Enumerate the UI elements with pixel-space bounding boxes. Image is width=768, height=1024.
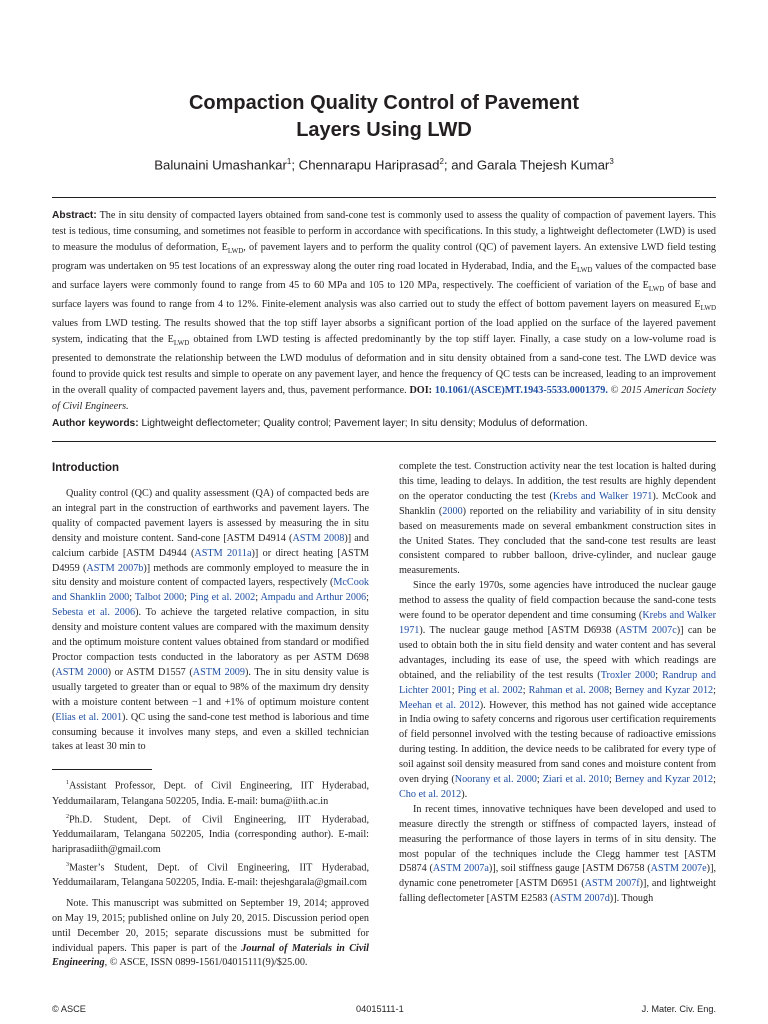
- citation-link[interactable]: ASTM 2007f: [584, 878, 640, 890]
- citation-link[interactable]: Krebs and Walker 1971: [399, 610, 717, 636]
- citation-link[interactable]: Ampadu and Arthur 2006: [260, 592, 367, 604]
- citation-link[interactable]: Troxler 2000: [600, 669, 656, 681]
- citation-link[interactable]: Berney and Kyzar 2012: [614, 774, 714, 786]
- citation-link[interactable]: ASTM 2007a: [432, 863, 489, 875]
- citation-link[interactable]: Rahman et al. 2008: [528, 684, 610, 696]
- paragraph-text: ;: [255, 592, 261, 604]
- citation-link[interactable]: ASTM 2008: [292, 532, 345, 544]
- paragraph-text: ;: [522, 684, 529, 696]
- citation-link[interactable]: 2000: [442, 505, 463, 517]
- doi-link[interactable]: 10.1061/(ASCE)MT.1943-5533.0001379.: [434, 385, 608, 397]
- submission-note: Note. This manuscript was submitted on September 19, 2014; approved on May 19, 2015; published online on July 20, 2015. Discussion period open until December 20, 2015; separate discussions must be submitted for individual papers. This paper is part of the Journal of Materials in Civil Engineering, © ASCE, ISSN 0899-1561/04015111(9)/$25.00.: [52, 897, 369, 969]
- footer-journal: J. Mater. Civ. Eng.: [641, 1004, 716, 1014]
- paragraph-text: )] or direct heating [ASTM D4959 (: [52, 547, 369, 574]
- intro-paragraph-1: [52, 487, 369, 755]
- section-heading-introduction: Introduction: [52, 462, 120, 474]
- citation-link[interactable]: Sebesta et al. 2006: [52, 607, 136, 619]
- author-3: Garala Thejesh Kumar: [476, 157, 610, 173]
- top-rule: [52, 197, 716, 198]
- keywords-rule: [52, 441, 716, 442]
- citation-link[interactable]: ASTM 2007c: [619, 624, 677, 636]
- paragraph-text: )], and lightweight falling deflectometer [ASTM E2583 (: [399, 878, 717, 905]
- citation-link[interactable]: Ping et al. 2002: [189, 592, 256, 604]
- paragraph-text: ;: [129, 592, 135, 604]
- citation-link[interactable]: Cho et al. 2012: [399, 788, 462, 800]
- title-line-1: Compaction Quality Control of Pavement: [188, 92, 580, 114]
- paragraph-text: ;: [655, 669, 663, 681]
- footnote-rule: [52, 769, 152, 770]
- paragraph-text: ;: [713, 684, 716, 696]
- paragraph-text: ;: [609, 684, 615, 696]
- paragraph-text: Quality control (QC) and quality assessment (QA) of compacted beds are an integral part in the construction of earthworks and pavement layers. The quality of compacted pavement layers is assessed by measuring the in situ density and moisture content. Sand-cone [ASTM D4914 (: [52, 488, 369, 544]
- paper-title: [0, 90, 768, 144]
- footnote-2: $^2$Ph.D. Student, Dept. of Civil Engineering, IIT Hyderabad, Yeddumailaram, Telangana 502205, India (corresponding author). E-mail: hariprasadiith@gmail.com: [52, 813, 369, 855]
- footnote-1: $^1$Assistant Professor, Dept. of Civil Engineering, IIT Hyderabad, Yeddumailaram, Telangana 502205, India. E-mail: buma@iith.ac.in: [52, 780, 369, 807]
- footer-publisher: © ASCE: [52, 1004, 86, 1014]
- paragraph-text: ;: [366, 592, 369, 604]
- paragraph-text: ). The in situ density value is usually targeted to greater than or equal to 98% of the maximum dry density with a moisture content between −1 and +1% of optimum moisture content (: [52, 666, 369, 723]
- left-column: [52, 460, 369, 971]
- paragraph-text: ). McCook and Shanklin (: [399, 490, 717, 517]
- right-column: [399, 460, 716, 907]
- paragraph-text: In recent times, innovative techniques have been developed and used to measure directly the strength or stiffness of compacted layers, instead of measuring the performance of those layers in terms of in situ density. The most popular of the techniques include the Clegg hammer test [ASTM D5874 (: [399, 803, 716, 875]
- intro-paragraph-2: [399, 460, 716, 579]
- paragraph-text: complete the test. Construction activity near the test location is halted during this time, leading to delays. In addition, the test results are highly dependent on the operator conducting the test (: [399, 461, 716, 502]
- paragraph-text: ). To achieve the targeted relative compaction, in situ density and moisture content values are compared with the maximum density and the optimum moisture content values obtained from standard or modified Proctor compaction tests conducted in the laboratory as per ASTM D698 (: [52, 607, 369, 678]
- citation-link[interactable]: Ping et al. 2002: [457, 684, 523, 696]
- citation-link[interactable]: ASTM 2009: [192, 666, 245, 678]
- footnote-3: $^3$Master’s Student, Dept. of Civil Engineering, IIT Hyderabad, Yeddumailaram, Telangana 502205, India. E-mail: thejeshgarala@gmail.com: [52, 861, 369, 888]
- paragraph-text: ).: [461, 788, 468, 800]
- citation-link[interactable]: Berney and Kyzar 2012: [614, 684, 714, 696]
- paragraph-text: ). QC using the sand-cone test method is laborious and time consuming because it involves many steps, and even a skilled technician takes at least 30 min to: [52, 711, 369, 753]
- citation-link[interactable]: Elias et al. 2001: [55, 711, 123, 723]
- citation-link[interactable]: Meehan et al. 2012: [399, 699, 480, 711]
- paragraph-text: ) or ASTM D1557 (: [107, 666, 193, 678]
- paragraph-text: )] methods are commonly employed to measure the in situ density and moisture content of compacted layers, respectively (: [52, 562, 370, 589]
- citation-link[interactable]: Talbot 2000: [134, 592, 185, 604]
- paragraph-text: ) reported on the reliability and variability of in situ density based on measurements made on several embankment construction sites in the United States. They concluded that the sand-cone test results are least consistent compared to rubber balloon, drive-cylinder, and nuclear gauge measurements.: [399, 505, 716, 577]
- intro-paragraph-4: [399, 803, 716, 907]
- citation-link[interactable]: Noorany et al. 2000: [454, 774, 537, 786]
- citation-link[interactable]: Ziari et al. 2010: [542, 774, 610, 786]
- paragraph-text: ). However, this method has not gained wide acceptance in India owing to safety concerns and rigorous user certification requirements of field personnel involved with the testing because of radioactive emissions during testing. In addition, the device needs to be calibrated for every type of soil against soil density measured from sand cones and moisture content from oven drying (: [399, 699, 716, 786]
- citation-link[interactable]: McCook and Shanklin 2000: [52, 577, 369, 604]
- paragraph-text: ;: [184, 592, 190, 604]
- citation-link[interactable]: Krebs and Walker 1971: [552, 490, 653, 502]
- paragraph-text: Since the early 1970s, some agencies have introduced the nuclear gauge method to assess the quality of field compaction because the sand-cone tests were found to be operator dependent and time consuming (: [399, 580, 716, 622]
- author-keywords: Author keywords: Lightweight deflectometer; Quality control; Pavement layer; In situ density; Modulus of deformation.: [52, 418, 588, 429]
- paragraph-text: ). The nuclear gauge method [ASTM D6938 (: [419, 624, 620, 636]
- paragraph-text: ;: [713, 774, 716, 786]
- paragraph-text: )] can be used to obtain both the in situ field density and water content and has several advantages, including its ease of use, the speed with which readings are obtained, and the reliability of the test results (: [399, 624, 716, 681]
- citation-link[interactable]: ASTM 2007d: [553, 893, 610, 905]
- footer-page-number: 04015111-1: [356, 1004, 404, 1014]
- paragraph-text: )] and calcium carbide [ASTM D4944 (: [52, 532, 369, 559]
- paragraph-text: ;: [609, 774, 615, 786]
- author-list: Balunaini Umashankar$^1$; Chennarapu Hariprasad$^2$; and Garala Thejesh Kumar$^3$: [154, 157, 614, 173]
- citation-link[interactable]: ASTM 2007b: [86, 562, 144, 574]
- intro-paragraph-3: [399, 579, 716, 803]
- paragraph-text: )]. Though: [609, 893, 654, 905]
- citation-link[interactable]: ASTM 2011a: [194, 547, 252, 559]
- citation-link[interactable]: Randrup and Lichter 2001: [399, 669, 716, 696]
- paragraph-text: ;: [451, 684, 458, 696]
- title-line-2: Layers Using LWD: [296, 119, 472, 141]
- paragraph-text: )], dynamic cone penetrometer [ASTM D6951 (: [399, 863, 717, 890]
- paragraph-text: )], soil stiffness gauge [ASTM D6758 (: [488, 863, 651, 875]
- paragraph-text: ;: [536, 774, 543, 786]
- author-1: Balunaini Umashankar: [154, 157, 287, 173]
- author-2: Chennarapu Hariprasad: [298, 157, 440, 173]
- citation-link[interactable]: ASTM 2000: [55, 666, 108, 678]
- abstract: Abstract: The in situ density of compacted layers obtained from sand-cone test is commonly used to assess the quality of compaction of pavement layers. This test is tedious, time consuming, and sometimes not feasible to perform in accordance with specifications. In this study, a lightweight deflectometer (LWD) is used to measure the modulus of deformation, $E_{LWD}$, of pavement layers and to perform the quality control (QC) of pavement layers. An extensive LWD field testing program was undertaken on 95 test locations of an expressway along the outer ring road located in Hyderabad, India, and the $E_{LWD}$ values of the compacted base and surface layers were commonly found to range from 45 to 60 MPa and 105 to 120 MPa, respectively. The coefficient of variation of the $E_{LWD}$ of base and surface layers was found to range from 4 to 12%. Finite-element analysis was also carried out to study the effect of bottom pavement layers on measured $E_{LWD}$ values from LWD testing. The results showed that the top stiff layer absorbs a significant portion of the load applied on the surface of the layered pavement system, indicating that the $E_{LWD}$ obtained from LWD testing is affected predominantly by the top stiff layer. Finally, a case study on a low-volume road is presented to demonstrate the relationship between the LWD modulus of deformation and in situ density obtained from a sand-cone test. The LWD device was found to provide quick test results and simple to operate on any pavement layer, and hence the frequency of QC tests can be increased, leading to an improvement in the overall quality of compacted pavement layers and, thus, pavement performance. DOI: 10.1061/(ASCE)MT.1943-5533.0001379. © 2015 American Society of Civil Engineers.: [52, 210, 717, 413]
- citation-link[interactable]: ASTM 2007e: [650, 863, 707, 875]
